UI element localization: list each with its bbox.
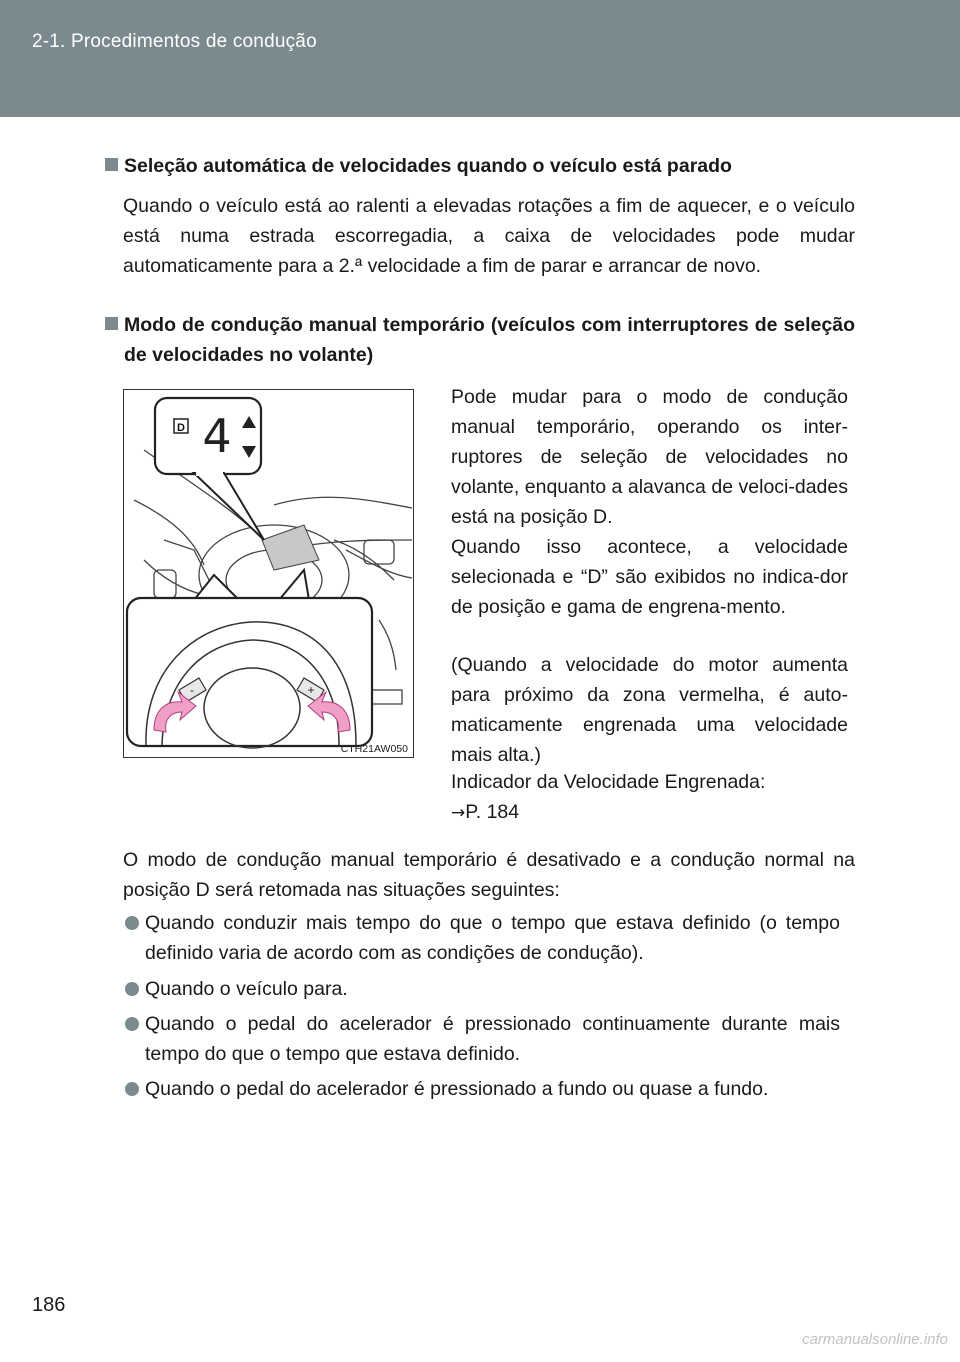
reference-label: Indicador da Velocidade Engrenada:	[451, 771, 766, 793]
gear-letter-label: D	[177, 422, 185, 434]
heading-text: Seleção automática de velocidades quando o veículo está parado	[124, 155, 732, 177]
square-bullet-icon	[105, 317, 118, 330]
page-reference-link[interactable]	[451, 797, 848, 828]
paragraph-deactivation-intro: O modo de condução manual temporário é desativado e a condução normal na posição D será retomada nas situações seguintes:	[123, 849, 855, 901]
subsection-heading-manual-mode	[105, 310, 855, 366]
list-item-text: Quando o veículo para.	[145, 978, 348, 1000]
gear-number-display: 4	[202, 409, 232, 463]
list-item	[125, 908, 840, 968]
circle-bullet-icon	[125, 1082, 139, 1096]
heading-text: Modo de condução manual temporário (veículos com interruptores de seleção de velocidades no volante)	[124, 314, 855, 366]
watermark: carmanualsonline.info	[802, 1331, 948, 1348]
paragraph-manual-mode-display: Quando isso acontece, a velocidade selecionada e “D” são exibidos no indica-dor de posição e gama de engrena-mento.	[451, 536, 848, 618]
list-item-text: Quando conduzir mais tempo do que o tempo que estava definido (o tempo definido varia de acordo com as condições de condução).	[145, 912, 840, 964]
list-item	[125, 974, 840, 1004]
square-bullet-icon	[105, 158, 118, 171]
list-item	[125, 1009, 840, 1069]
gear-indicator-reference	[451, 767, 848, 828]
paddle-plus-label: +	[307, 683, 315, 697]
subsection-heading-auto-selection	[105, 151, 855, 181]
list-item-text: Quando o pedal do acelerador é pressionado a fundo ou quase a fundo.	[145, 1078, 769, 1100]
page-number: 186	[32, 1294, 66, 1316]
figure-code: CTH21AW050	[340, 743, 408, 755]
page-reference-text: P. 184	[465, 801, 520, 823]
arrow-right-icon: →	[451, 803, 466, 823]
circle-bullet-icon	[125, 916, 139, 930]
paragraph-manual-mode-upshift: (Quando a velocidade do motor aumenta para próximo da zona vermelha, é auto-maticamente engrenada uma velocidade mais alta.)	[451, 654, 848, 766]
list-item-text: Quando o pedal do acelerador é pressionado continuamente durante mais tempo do que o tempo que estava definido.	[145, 1013, 840, 1065]
section-title: 2-1. Procedimentos de condução	[32, 31, 317, 52]
section-header-bar	[0, 0, 960, 117]
circle-bullet-icon	[125, 1017, 139, 1031]
paddle-minus-label: -	[190, 683, 194, 697]
paragraph-auto-selection: Quando o veículo está ao ralenti a elevadas rotações a fim de aquecer, e o veículo está numa estrada escorregadia, a caixa de velocidades pode mudar automaticamente para a 2.ª velocidade a fim de parar e arrancar de novo.	[123, 195, 855, 277]
steering-paddle-illustration	[123, 389, 414, 758]
list-item	[125, 1074, 840, 1104]
paragraph-manual-mode-intro: Pode mudar para o modo de condução manual temporário, operando os inter-ruptores de seleção de velocidades no volante, enquanto a alavanca de veloci-dades está na posição D.	[451, 386, 848, 528]
circle-bullet-icon	[125, 982, 139, 996]
